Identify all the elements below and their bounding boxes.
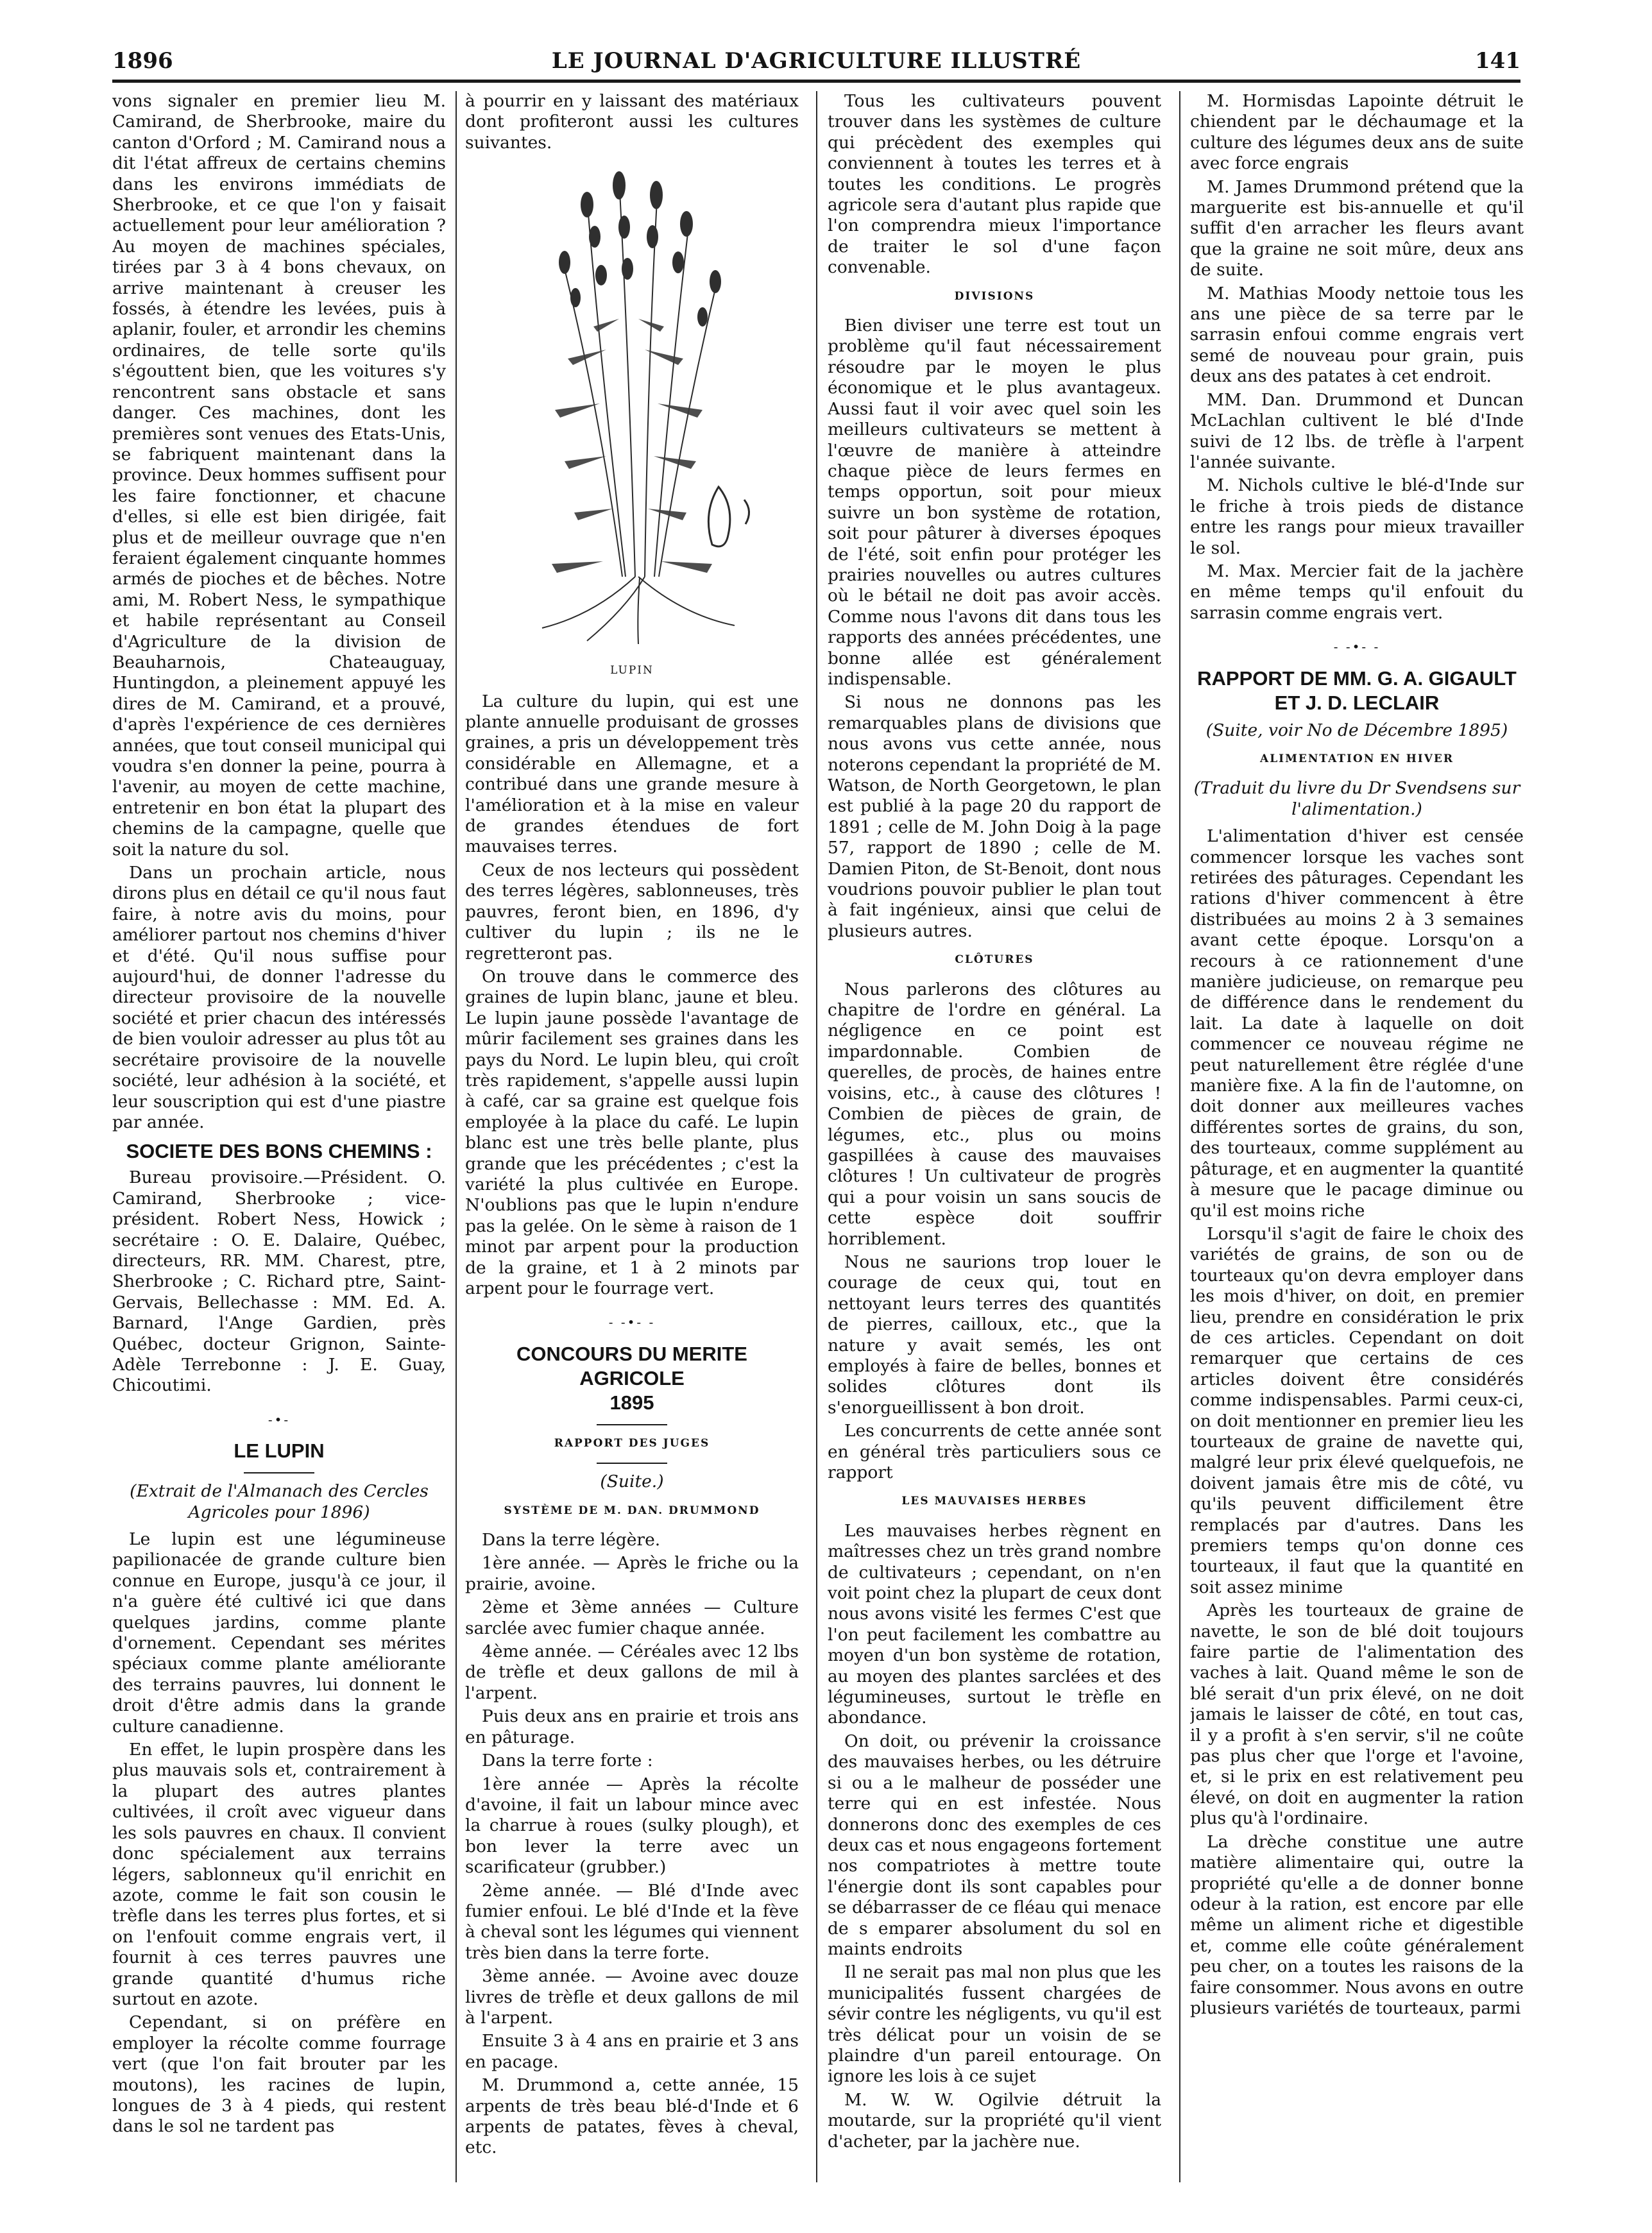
subheading-divisions: DIVISIONS <box>954 289 1035 303</box>
paragraph: 1ère année — Après la récolte d'avoine, il fait un labour mince avec la charrue à roues (sulky plough), et bon lever la terre avec un scarificateur (grubber.) <box>465 1774 799 1878</box>
paragraph: vons signaler en premier lieu M. Camirand, de Sherbrooke, maire du canton d'Orford ; M. Camirand nous a dit l'état affreux de certains chemins dans les environs immédiats de Sherbrooke, et ce que l'on y faisait actuellement pour leur amélioration ? Au moyen de machines spéciales, tirées par 3 à 4 bons chevaux, on arrive maintenant à creuser les fossés, à étendre les levées, puis à aplanir, fouler, et arrondir les chemins ordinaires, de telle sorte qu'ils s'égouttent bien, que les voitures s'y rencontrent sans obstacle et sans danger. Ces machines, dont les premières sont venues des Etats-Unis, se fabriquent maintenant dans la province. Deux hommes suffisent pour les faire fonctionner, et chacune d'elles, si elle est bien dirigée, fait plus et de meilleur ouvrage que n'en feraient également cinquante hommes armés de pioches et de bêches. Notre ami, M. Robert Ness, le sympathique et habile représentant au Conseil d'Agriculture de la division de Beauharnois, Chateauguay, Huntingdon, a pleinement appuyé les dires de M. Camirand, et a prouvé, d'après l'expérience de ces dernières années, que tout conseil municipal qui voudra s'en donner la peine, pourra à l'avenir, au moyen de cette machine, entretenir en bon état la plupart des chemins de la campagne, quelle que soit la nature du sol. <box>112 91 446 860</box>
paragraph: Les mauvaises herbes règnent en maîtresses chez un très grand nombre de cultivateurs ; cependant, on n'en voit point chez la plupart de ceux dont nous avons visité les fermes C'est que l'on peut facilement les combattre au moyen d'un bon système de rotation, au moyen des plantes sarclées et des légumineuses, surtout le trèfle en abondance. <box>828 1520 1161 1728</box>
column-divider <box>816 91 817 2182</box>
paragraph: M. Nichols cultive le blé-d'Inde sur le friche à trois pieds de distance entre les rangs pour mieux travailler le sol. <box>1190 475 1524 558</box>
column-1 <box>112 91 446 2182</box>
ornament-divider: - -•- - <box>608 1314 656 1330</box>
ornament-divider: - -•- - <box>1333 639 1381 655</box>
paragraph: MM. Dan. Drummond et Duncan McLachlan cultivent le blé d'Inde suivi de 12 lbs. de trèfle à l'arpent l'année suivante. <box>1190 389 1524 472</box>
column-divider <box>1179 91 1180 2182</box>
header-rule <box>112 80 1520 83</box>
paragraph: M. James Drummond prétend que la marguerite est bis-annuelle et qu'il suffit d'en arracher les fleurs avant que la graine ne soit mûre, deux ans de suite. <box>1190 176 1524 280</box>
ornament-divider: -•- <box>268 1411 291 1427</box>
paragraph: M. Drummond a, cette année, 15 arpents de très beau blé-d'Inde et 6 arpents de patates, fèves à cheval, etc. <box>465 2075 799 2158</box>
paragraph: La culture du lupin, qui est une plante annuelle produisant de grosses graines, a pris un développement très considérable en Allemagne, et a contribué dans une grande mesure à l'amélioration et à la mise en valeur de grandes étendues de fort mauvaises terres. <box>465 691 799 857</box>
paragraph: 2ème année. — Blé d'Inde avec fumier enfoui. Le blé d'Inde et la fève à cheval sont les légumes qui viennent très bien dans la terre forte. <box>465 1880 799 1963</box>
paragraph: 4ème année. — Céréales avec 12 lbs de trèfle et deux gallons de mil à l'arpent. <box>465 1642 799 1703</box>
paragraph: Il ne serait pas mal non plus que les municipalités fussent chargées de sévir contre les négligents, vu qu'il est très délicat pour un voisin de se plaindre d'un pareil entourage. On ignore les lois à ce sujet <box>828 1962 1161 2087</box>
running-head <box>112 46 1520 76</box>
paragraph: Ensuite 3 à 4 ans en prairie et 3 ans en pacage. <box>465 2031 799 2072</box>
paragraph: Ceux de nos lecteurs qui possèdent des terres légères, sablonneuses, très pauvres, feront bien, en 1896, d'y cultiver du lupin ; ils ne le regretteront pas. <box>465 860 799 964</box>
paragraph: L'alimentation d'hiver est censée commencer lorsque les vaches sont retirées des pâturages. Cependant les rations d'hiver commencent à être distribuées au moins 2 à 3 semaines avant cette époque. Lorsqu'on a recours à ce rationnement d'une manière judicieuse, on remarque peu de différence dans le rendement du lait. La date à laquelle on doit commencer ce nouveau régime ne peut naturellement être réglée d'une manière fixe. A la fin de l'automne, on doit donner aux meilleures vaches différentes sortes de grains, du son, des tourteaux, comme supplément au pâturage, et en augmenter la quantité à mesure que le pacage diminue ou qu'il est moins riche <box>1190 826 1524 1221</box>
suite-note: (Suite.) <box>600 1472 664 1492</box>
subheading-systeme: SYSTÈME DE M. DAN. DRUMMOND <box>504 1504 760 1517</box>
short-rule <box>244 1472 314 1473</box>
section-heading-rapport-leclair: ET J. D. LECLAIR <box>1274 691 1440 714</box>
paragraph: à pourrir en y laissant des matériaux dont profiteront aussi les cultures suivantes. <box>465 91 799 153</box>
paragraph: Le lupin est une légumineuse papilionacée de grande culture bien connue en Europe, jusqu'à ce jour, il n'a guère été cultivé ici que dans quelques jardins, comme plante d'ornement. Cependant ses mérites spéciaux comme plante améliorante des terrains pauvres, lui donnent le droit d'être admis dans la grande culture canadienne. <box>112 1529 446 1736</box>
paragraph: On doit, ou prévenir la croissance des mauvaises herbes, ou les détruire si ou a le malheur de posséder une terre qui en est infestée. Nous donnerons donc des exemples de ces deux cas et nous engageons fortement nos compatriotes à mettre toute l'énergie dont ils sont capables pour se débarrasser de ce fléau qui menace de s emparer absolument du sol en maints endroits <box>828 1731 1161 1959</box>
short-rule <box>597 1424 667 1425</box>
subheading-rapport: RAPPORT DES JUGES <box>554 1436 710 1450</box>
column-4 <box>1190 91 1524 2182</box>
page-number: 141 <box>1475 48 1520 74</box>
column-divider <box>456 91 457 2182</box>
suite-note: (Suite, voir No de Décembre 1895) <box>1205 720 1508 740</box>
paragraph: Après les tourteaux de graine de navette, le son de blé doit toujours faire partie de l'alimentation des vaches à lait. Quand même le son de blé serait d'un prix élevé, on ne doit jamais le laisser de côté, en tout cas, il y a profit à s'en servir, s'il ne coûte pas plus cher que l'orge et l'avoine, et, si le prix en est relativement peu élevé, on doit en augmenter la ration plus qu'à l'ordinaire. <box>1190 1600 1524 1829</box>
issue-year: 1896 <box>112 48 173 74</box>
paragraph-bureau: Bureau provisoire.—Président. O. Camirand, Sherbrooke ; vice-président. Robert Ness, Howick ; secrétaire : O. E. Dalaire, Québec, directeurs, RR. MM. Charest, ptre, Sherbrooke ; C. Richard ptre, Saint-Gervais, Bellechasse : MM. Ed. A. Barnard, l'Ange Gardien, près Québec, docteur Grignon, Sainte-Adèle Terrebonne : J. E. Guay, Chicoutimi. <box>112 1167 446 1396</box>
section-heading-concours: CONCOURS DU MERITE AGRICOLE <box>516 1342 747 1389</box>
illustration-caption: LUPIN <box>610 664 654 677</box>
paragraph: Bien diviser une terre est tout un problème qu'il faut nécessairement résoudre par le moyen le plus économique et le plus avantageux. Aussi faut il voir avec quel soin les meilleurs cultivateurs se mettent à l'œuvre de manière à atteindre chaque pièce de leurs fermes en temps opportun, soit pour mieux suivre un bon système de rotation, soit pour pâturer à diverses époques de l'été, soit enfin pour protéger les prairies nouvelles ou autres cultures où le bétail ne doit pas avoir accès. Comme nous l'avons dit dans tous les rapports des années précédentes, une bonne allée est généralement indispensable. <box>828 316 1161 689</box>
paragraph: 2ème et 3ème années — Culture sarclée avec fumier chaque année. <box>465 1597 799 1638</box>
paragraph: Cependant, si on préfère en employer la récolte comme fourrage vert (que l'on fait brouter par les moutons), les racines de lupin, longues de 3 à 4 pieds, qui restent dans le sol ne tardent pas <box>112 2012 446 2137</box>
paragraph: M. Mathias Moody nettoie tous les ans une pièce de sa terre par le sarrasin enfoui comme engrais vert semé de nouveau pour grain, puis deux ans des patates à cet endroit. <box>1190 283 1524 387</box>
column-3 <box>828 91 1161 2182</box>
source-note: (Extrait de l'Almanach des Cercles Agricoles pour 1896) <box>130 1481 429 1522</box>
paragraph: Dans un prochain article, nous dirons plus en détail ce qu'il nous faut faire, à notre avis du moins, pour améliorer partout nos chemins d'hiver et d'été. Qu'il nous suffise pour aujourd'hui, de donner l'adresse du directeur provisoire de la nouvelle société et prier chacun des intéressés de bien vouloir adresser au plus tôt au secrétaire provisoire de la nouvelle société, leur adhésion à la société, et leur souscription qui est d'une piastre par année. <box>112 863 446 1132</box>
journal-title: LE JOURNAL D'AGRICULTURE ILLUSTRÉ <box>551 48 1082 74</box>
translation-note: (Traduit du livre du Dr Svendsens sur l'alimentation.) <box>1193 778 1520 819</box>
subheading-alimentation: ALIMENTATION EN HIVER <box>1260 752 1454 765</box>
paragraph: Nous ne saurions trop louer le courage de ceux qui, tout en nettoyant leurs terres des quantités de pierres, cailloux, etc., que la nature y avait semés, les ont employés à faire de belles, bonnes et solides clôtures dont ils s'enorgueillissent à bon droit. <box>828 1252 1161 1418</box>
paragraph: Les concurrents de cette année sont en général très particuliers sous ce rapport <box>828 1421 1161 1482</box>
paragraph: Nous parlerons des clôtures au chapitre de l'ordre en général. La négligence en ce point est impardonnable. Combien de querelles, de procès, de haines entre voisins, etc., à cause des clôtures ! Combien de pièces de grain, de légumes, etc., plus ou moins gaspillées à cause des mauvaises clôtures ! Un cultivateur de progrès qui a pour voisin un sans soucis de cette espèce doit souffrir horriblement. <box>828 979 1161 1249</box>
paragraph: M. Max. Mercier fait de la jachère en même temps qu'il enfouit du sarrasin comme engrais vert. <box>1190 561 1524 623</box>
paragraph: On trouve dans le commerce des graines de lupin blanc, jaune et bleu. Le lupin jaune possède l'avantage de mûrir facilement ses graines dans les pays du Nord. Le lupin bleu, qui croît très rapidement, s'appelle aussi lupin à café, car sa graine est quelque fois employée à la place du café. Le lupin blanc est une très belle plante, plus grande que les précédentes ; c'est la variété la plus cultivée en Europe. N'oublions pas que le lupin n'endure pas la gelée. On le sème à raison de 1 minot par arpent pour la production de la graine, et 1 à 2 minots par arpent pour le fourrage vert. <box>465 966 799 1298</box>
paragraph: Lorsqu'il s'agit de faire le choix des variétés de grains, de son ou de tourteaux qu'on devra employer dans les mois d'hiver, on doit, en premier lieu, prendre en considération le prix de ces articles. Cependant on doit remarquer que certains de ces articles doivent être considérés comme indispensables. Parmi ceux-ci, on doit mentionner en premier lieu les tourteaux de graine de navette qui, malgré leur prix élevé quelquefois, ne doivent jamais être mis de côté, vu qu'ils peuvent difficilement être remplacés par d'autres. Dans les premiers temps qu'on donne ces tourteaux, il faut que la quantité en soit assez minime <box>1190 1223 1524 1597</box>
paragraph: Puis deux ans en prairie et trois ans en pâturage. <box>465 1706 799 1747</box>
paragraph: M. Hormisdas Lapointe détruit le chiendent par le déchaumage et la culture des légumes deux ans de suite avec force engrais <box>1190 91 1524 174</box>
paragraph: Dans la terre forte : <box>482 1751 653 1771</box>
paragraph: M. W. W. Ogilvie détruit la moutarde, sur la propriété qu'il vient d'acheter, par la jachère nue. <box>828 2089 1161 2152</box>
section-heading-societe: SOCIETE DES BONS CHEMINS : <box>126 1140 432 1163</box>
lupin-illustration <box>491 166 773 654</box>
section-heading-concours-year: 1895 <box>609 1391 654 1414</box>
paragraph: 3ème année. — Avoine avec douze livres de trèfle et deux gallons de mil à l'arpent. <box>465 1966 799 2028</box>
paragraph: La drèche constitue une autre matière alimentaire qui, outre la propriété qu'elle a de donner bonne odeur à la ration, est encore par elle même un aliment riche et digestible et, comme elle coûte généralement peu cher, on a toutes les raisons de la faire consommer. Nous avons en outre plusieurs variétés de tourteaux, parmi <box>1190 1831 1524 2018</box>
subheading-mauvaises-herbes: LES MAUVAISES HERBES <box>901 1495 1087 1508</box>
section-heading-lupin: LE LUPIN <box>234 1439 325 1463</box>
paragraph: 1ère année. — Après le friche ou la prairie, avoine. <box>465 1553 799 1594</box>
section-heading-rapport-gigault: RAPPORT DE MM. G. A. GIGAULT <box>1197 667 1517 690</box>
paragraph: Tous les cultivateurs pouvent trouver dans les systèmes de culture qui précèdent des exemples qui conviennent à toutes les terres et à toutes les conditions. Le progrès agricole sera d'autant plus rapide que l'on comprendra mieux l'importance de traiter le sol d'une façon convenable. <box>828 91 1161 278</box>
short-rule <box>597 1463 667 1464</box>
paragraph: Dans la terre légère. <box>482 1530 661 1550</box>
paragraph: Si nous ne donnons pas les remarquables plans de divisions que nous avons vus cette année, nous noterons cependant la propriété de M. Watson, de North Georgetown, le plan est publié à la page 20 du rapport de 1891 ; celle de M. John Doig à la page 57, rapport de 1890 ; celle de M. Damien Piton, de St-Benoit, dont nous voudrions pouvoir publier le plan tout à fait ingénieux, ainsi que celui de plusieurs autres. <box>828 692 1161 941</box>
subheading-clotures: CLÔTURES <box>955 953 1034 967</box>
column-2 <box>465 91 799 2182</box>
paragraph: En effet, le lupin prospère dans les plus mauvais sols et, contrairement à la plupart des autres plantes cultivées, il croît avec vigueur dans les sols pauvres en chaux. Il convient donc spécialement aux terrains légers, sablonneux qu'il enrichit en azote, comme le fait son cousin le trèfle dans les terres plus fortes, et si on l'enfouit comme engrais vert, il fournit à ces terres pauvres une grande quantité d'humus riche surtout en azote. <box>112 1740 446 2009</box>
